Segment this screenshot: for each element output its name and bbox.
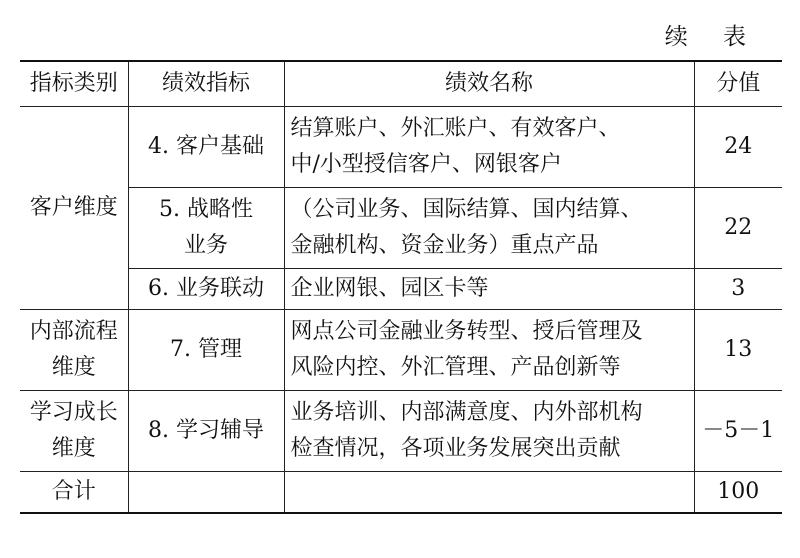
table-row	[20, 107, 782, 188]
category-line: 维度	[51, 436, 96, 461]
name-line: 金融机构、资金业务）重点产品	[290, 233, 599, 258]
total-score: 100	[694, 472, 782, 514]
continued-label: 续 表	[664, 24, 760, 50]
name-line: 中/小型授信客户、网银客户	[290, 152, 562, 177]
category-line: 维度	[51, 355, 96, 380]
header-score: 分值	[694, 61, 782, 107]
header-name: 绩效名称	[284, 61, 694, 107]
header-indicator: 绩效指标	[128, 61, 284, 107]
table-row	[20, 188, 782, 269]
name-line: 检查情况，各项业务发展突出贡献	[290, 436, 621, 461]
indicator-cell: 6. 业务联动	[128, 269, 284, 310]
indicator-cell: 7. 管理	[128, 310, 284, 391]
indicator-cell: 8. 学习辅导	[128, 391, 284, 472]
name-line: 业务培训、内部满意度、内外部机构	[290, 400, 643, 425]
score-cell: 3	[694, 269, 782, 310]
total-empty-name	[284, 472, 694, 514]
category-cell	[20, 310, 128, 391]
name-line: 结算账户、外汇账户、有效客户、	[290, 116, 621, 141]
score-cell: 24	[694, 107, 782, 188]
category-cell	[20, 391, 128, 472]
name-cell	[284, 310, 694, 391]
score-cell: 13	[694, 310, 782, 391]
category-line: 学习成长	[29, 400, 118, 425]
name-cell	[284, 188, 694, 269]
table-row	[20, 269, 782, 310]
table-row	[20, 310, 782, 391]
name-cell	[284, 269, 694, 310]
header-row	[20, 61, 782, 107]
name-line: 风险内控、外汇管理、产品创新等	[290, 355, 621, 380]
score-cell: －5－1	[694, 391, 782, 472]
score-cell: 22	[694, 188, 782, 269]
name-line: 企业网银、园区卡等	[290, 276, 489, 301]
performance-table	[20, 60, 782, 514]
name-line: （公司业务、国际结算、国内结算、	[290, 197, 643, 222]
total-empty-indicator	[128, 472, 284, 514]
total-label: 合计	[20, 472, 128, 514]
table-row	[20, 391, 782, 472]
category-cell: 客户维度	[20, 107, 128, 310]
name-line: 网点公司金融业务转型、授后管理及	[290, 319, 643, 344]
indicator-cell: 4. 客户基础	[128, 107, 284, 188]
category-line: 内部流程	[29, 319, 118, 344]
total-row	[20, 472, 782, 514]
indicator-line: 5. 战略性	[159, 197, 253, 222]
indicator-cell	[128, 188, 284, 269]
header-category: 指标类别	[20, 61, 128, 107]
indicator-line: 业务	[183, 233, 228, 258]
name-cell	[284, 107, 694, 188]
name-cell	[284, 391, 694, 472]
